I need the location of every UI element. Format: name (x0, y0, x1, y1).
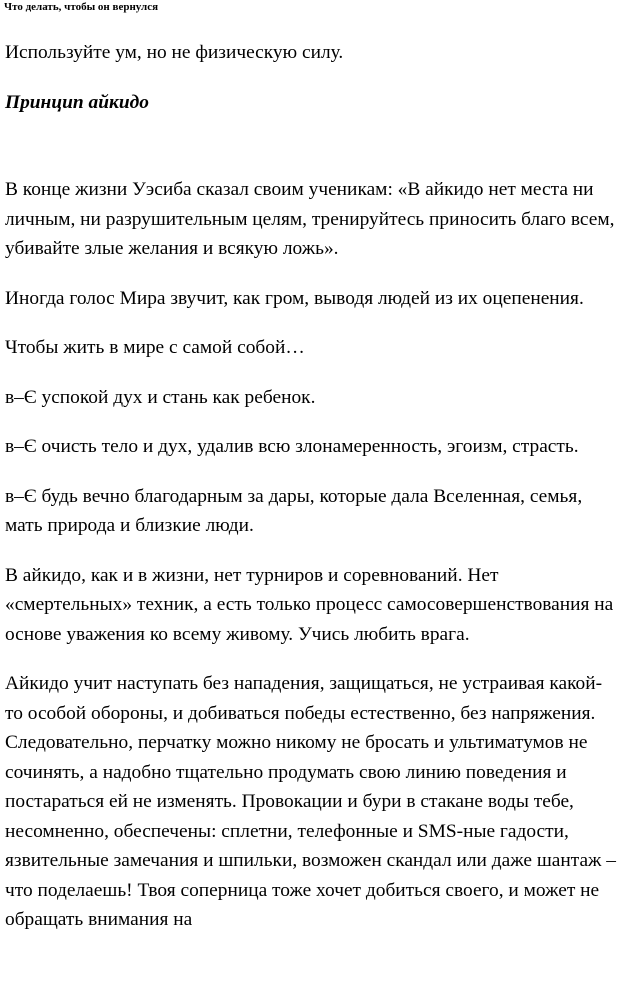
list-item: в–Є очисть тело и дух, удалив всю злонамеренность, эгоизм, страсть. (5, 436, 579, 457)
section-heading: Принцип айкидо (5, 91, 149, 113)
body-text (5, 38, 617, 955)
list-item: в–Є будь вечно благодарным за дары, которые дала Вселенная, семья, мать природа и близкие люди. (5, 485, 583, 536)
paragraph: Чтобы жить в мире с самой собой… (5, 337, 305, 358)
running-header: Что делать, чтобы он вернулся (4, 1, 159, 13)
paragraph-intro: Используйте ум, но не физическую силу. (5, 42, 344, 63)
paragraph: Иногда голос Мира звучит, как гром, выводя людей из их оцепенения. (5, 287, 584, 309)
paragraph: Айкидо учит наступать без нападения, защищаться, не устраивая какой-то особой обороны, и добиваться победы естественно, без напряжения. Следовательно, перчатку можно никому не бросать и ультиматумов не сочинять, а надобно тщательно продумать свою линию поведения и постараться ей не изменять. Провокации и бури в стакане воды тебе, несомненно, обеспечены: сплетни, телефонные и SMS-ные гадости, язвительные замечания и шпильки, возможен скандал или даже шантаж – что поделаешь! Твоя соперница тоже хочет добиться своего, и может не обращать внимания на (5, 673, 616, 930)
list-item: в–Є успокой дух и стань как ребенок. (5, 386, 316, 408)
paragraph: В айкидо, как и в жизни, нет турниров и соревнований. Нет «смертельных» техник, а есть только процесс самосовершенствования на основе уважения ко всему живому. Учись любить врага. (5, 564, 614, 645)
paragraph: В конце жизни Уэсиба сказал своим ученикам: «В айкидо нет места ни личным, ни разрушительным целям, тренируйтесь приносить благо всем, убивайте злые желания и всякую ложь». (5, 179, 615, 259)
